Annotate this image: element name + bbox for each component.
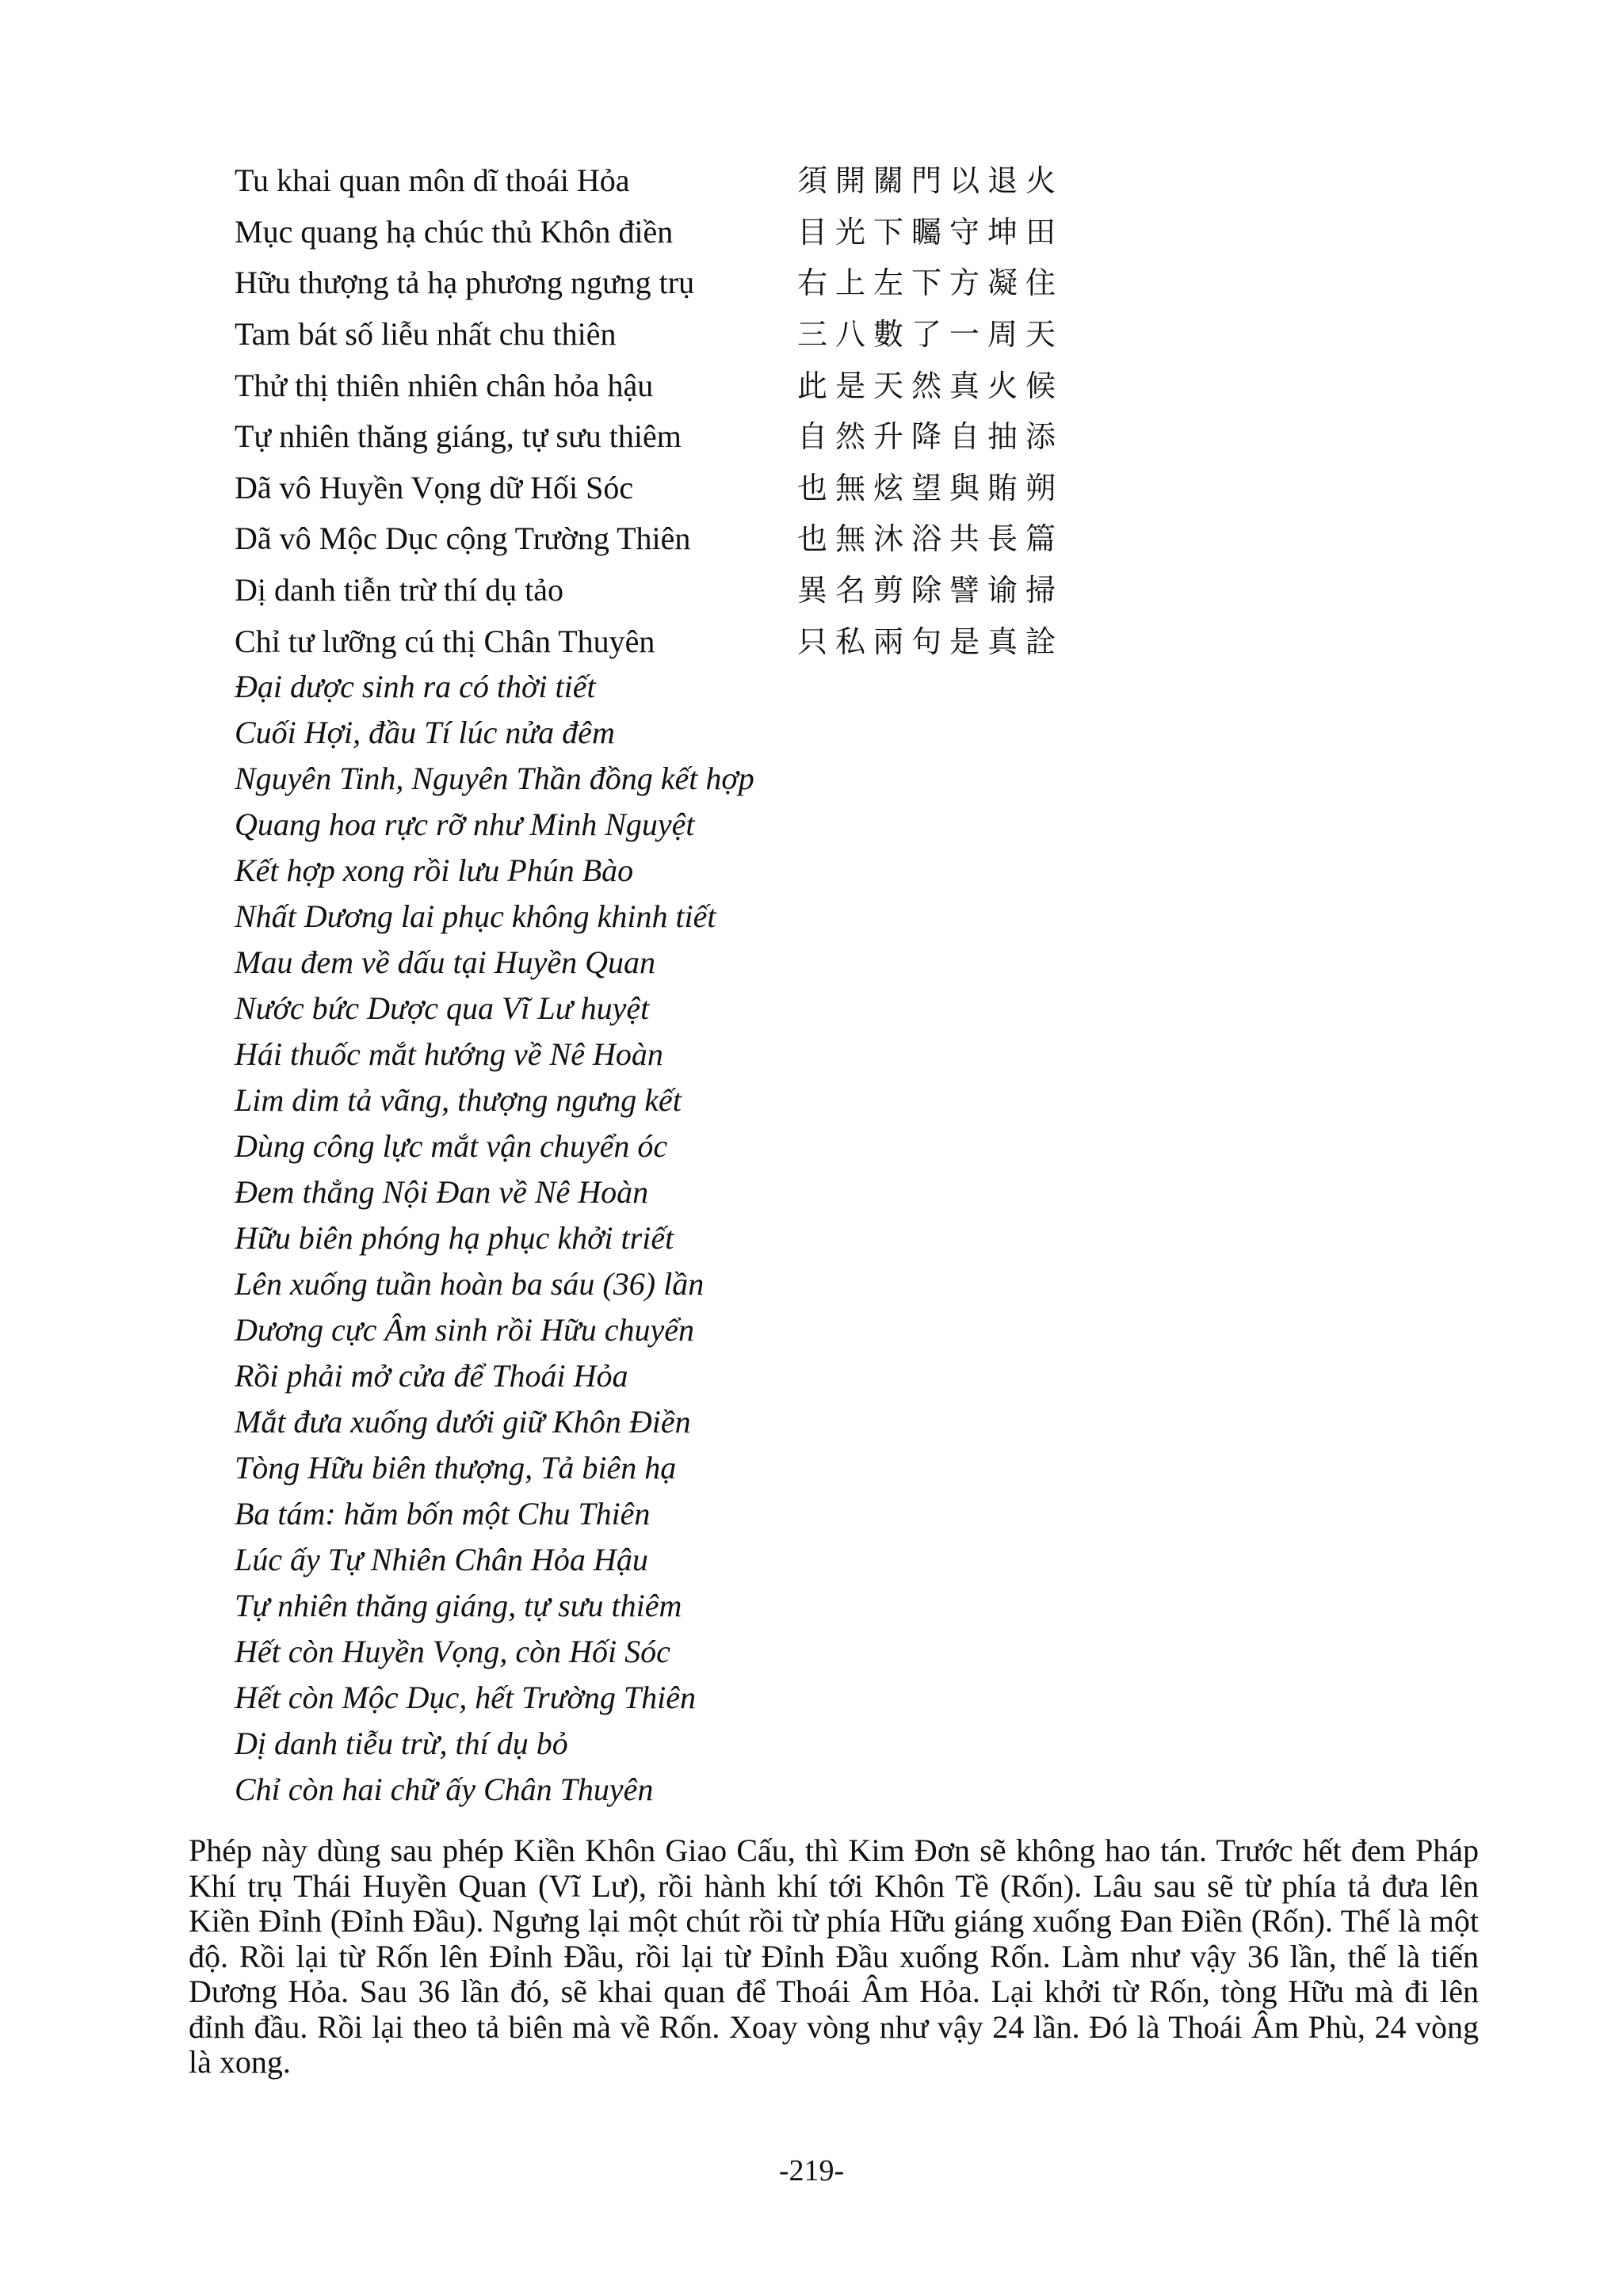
verse-row bbox=[235, 616, 1138, 667]
body-paragraph: Phép này dùng sau phép Kiền Khôn Giao Cấu, thì Kim Đơn sẽ không hao tán. Trước hết đem Pháp Khí trụ Thái Huyền Quan (Vĩ Lư), rồi hành khí tới Khôn Tề (Rốn). Lâu sau sẽ từ phía tả đưa lên Kiền Đỉnh (Đỉnh Đầu). Ngưng lại một chút rồi từ phía Hữu giáng xuống Đan Điền (Rốn). Thế là một độ. Rồi lại từ Rốn lên Đỉnh Đầu, rồi lại từ Đỉnh Đầu xuống Rốn. Làm như vậy 36 lần, thế là tiến Dương Hỏa. Sau 36 lần đó, sẽ khai quan để Thoái Âm Hỏa. Lại khởi từ Rốn, tòng Hữu mà đi lên đỉnh đầu. Rồi lại theo tả biên mà về Rốn. Xoay vòng như vậy 24 lần. Đó là Thoái Âm Phù, 24 vòng là xong. bbox=[189, 1833, 1479, 2080]
verse-row bbox=[235, 257, 1138, 309]
verse-row bbox=[235, 360, 1138, 411]
verse-han: 自然升降自抽添 bbox=[797, 419, 1064, 455]
translation-line: Dương cực Âm sinh rồi Hữu chuyển bbox=[235, 1312, 695, 1348]
verse-han: 須開關門以退火 bbox=[797, 163, 1064, 199]
verse-row bbox=[235, 309, 1138, 360]
translation-line: Đại dược sinh ra có thời tiết bbox=[235, 669, 596, 704]
page-number: -219- bbox=[778, 2154, 845, 2187]
translation-line: Lim dim tả vãng, thượng ngưng kết bbox=[235, 1082, 682, 1118]
verse-han: 此是天然真火候 bbox=[797, 368, 1064, 403]
verse-vietnamese: Tu khai quan môn dĩ thoái Hỏa bbox=[235, 162, 630, 199]
verse-vietnamese: Tam bát số liễu nhất chu thiên bbox=[235, 316, 617, 353]
verse-vietnamese: Tự nhiên thăng giáng, tự sưu thiêm bbox=[235, 418, 682, 455]
translation-line: Quang hoa rực rỡ như Minh Nguyệt bbox=[235, 807, 695, 842]
translation-line: Tòng Hữu biên thượng, Tả biên hạ bbox=[235, 1450, 677, 1486]
verse-vietnamese: Mục quang hạ chúc thủ Khôn điền bbox=[235, 213, 674, 250]
verse-vietnamese: Chỉ tư lưỡng cú thị Chân Thuyên bbox=[235, 623, 655, 659]
verse-row bbox=[235, 513, 1138, 565]
verse-han: 也無沐浴共長篇 bbox=[797, 521, 1064, 557]
translation-line: Hái thuốc mắt hướng về Nê Hoàn bbox=[235, 1036, 663, 1072]
verse-vietnamese: Thử thị thiên nhiên chân hỏa hậu bbox=[235, 367, 654, 403]
verse-row bbox=[235, 411, 1138, 463]
translation-line: Cuối Hợi, đầu Tí lúc nửa đêm bbox=[235, 715, 615, 750]
translation-line: Lên xuống tuần hoàn ba sáu (36) lần bbox=[235, 1266, 705, 1302]
verse-row bbox=[235, 565, 1138, 616]
translation-line: Kết hợp xong rồi lưu Phún Bào bbox=[235, 852, 634, 888]
translation-line: Nhất Dương lai phục không khinh tiết bbox=[235, 898, 716, 934]
verse-han: 異名剪除譬谕掃 bbox=[797, 573, 1064, 608]
translation-line: Chỉ còn hai chữ ấy Chân Thuyên bbox=[235, 1772, 654, 1807]
translation-line: Nước bức Dược qua Vĩ Lư huyệt bbox=[235, 990, 650, 1026]
translation-line: Mắt đưa xuống dưới giữ Khôn Điền bbox=[235, 1404, 691, 1440]
verse-vietnamese: Dị danh tiễn trừ thí dụ tảo bbox=[235, 572, 563, 608]
verse-table bbox=[235, 155, 1138, 667]
translation-line: Lúc ấy Tự Nhiên Chân Hỏa Hậu bbox=[235, 1542, 648, 1577]
verse-han: 三八數了一周天 bbox=[797, 317, 1064, 353]
verse-han: 也無炫望與賄朔 bbox=[797, 470, 1064, 505]
verse-row bbox=[235, 207, 1138, 258]
verse-han: 右上左下方凝住 bbox=[797, 265, 1064, 301]
verse-han: 只私兩句是真詮 bbox=[797, 624, 1064, 659]
translation-line: Rồi phải mở cửa để Thoái Hỏa bbox=[235, 1358, 628, 1394]
translation-line: Dị danh tiễu trừ, thí dụ bỏ bbox=[235, 1726, 568, 1761]
translation-line: Đem thẳng Nội Đan về Nê Hoàn bbox=[235, 1174, 649, 1210]
translation-line: Tự nhiên thăng giáng, tự sưu thiêm bbox=[235, 1588, 682, 1623]
translation-line: Hết còn Mộc Dục, hết Trường Thiên bbox=[235, 1680, 696, 1715]
verse-vietnamese: Hữu thượng tả hạ phương ngưng trụ bbox=[235, 265, 695, 301]
verse-vietnamese: Dã vô Huyền Vọng dữ Hối Sóc bbox=[235, 469, 634, 505]
verse-han: 目光下矚守坤田 bbox=[797, 214, 1064, 250]
translation-line: Hữu biên phóng hạ phục khởi triết bbox=[235, 1220, 674, 1256]
translation-line: Ba tám: hăm bốn một Chu Thiên bbox=[235, 1496, 651, 1531]
verse-translation bbox=[235, 664, 754, 1813]
translation-line: Nguyên Tinh, Nguyên Thần đồng kết hợp bbox=[235, 761, 754, 796]
translation-line: Mau đem về dấu tại Huyền Quan bbox=[235, 944, 655, 980]
verse-row bbox=[235, 155, 1138, 207]
verse-row bbox=[235, 463, 1138, 514]
translation-line: Dùng công lực mắt vận chuyển óc bbox=[235, 1128, 668, 1164]
translation-line: Hết còn Huyền Vọng, còn Hối Sóc bbox=[235, 1634, 670, 1669]
verse-vietnamese: Dã vô Mộc Dục cộng Trường Thiên bbox=[235, 521, 691, 557]
